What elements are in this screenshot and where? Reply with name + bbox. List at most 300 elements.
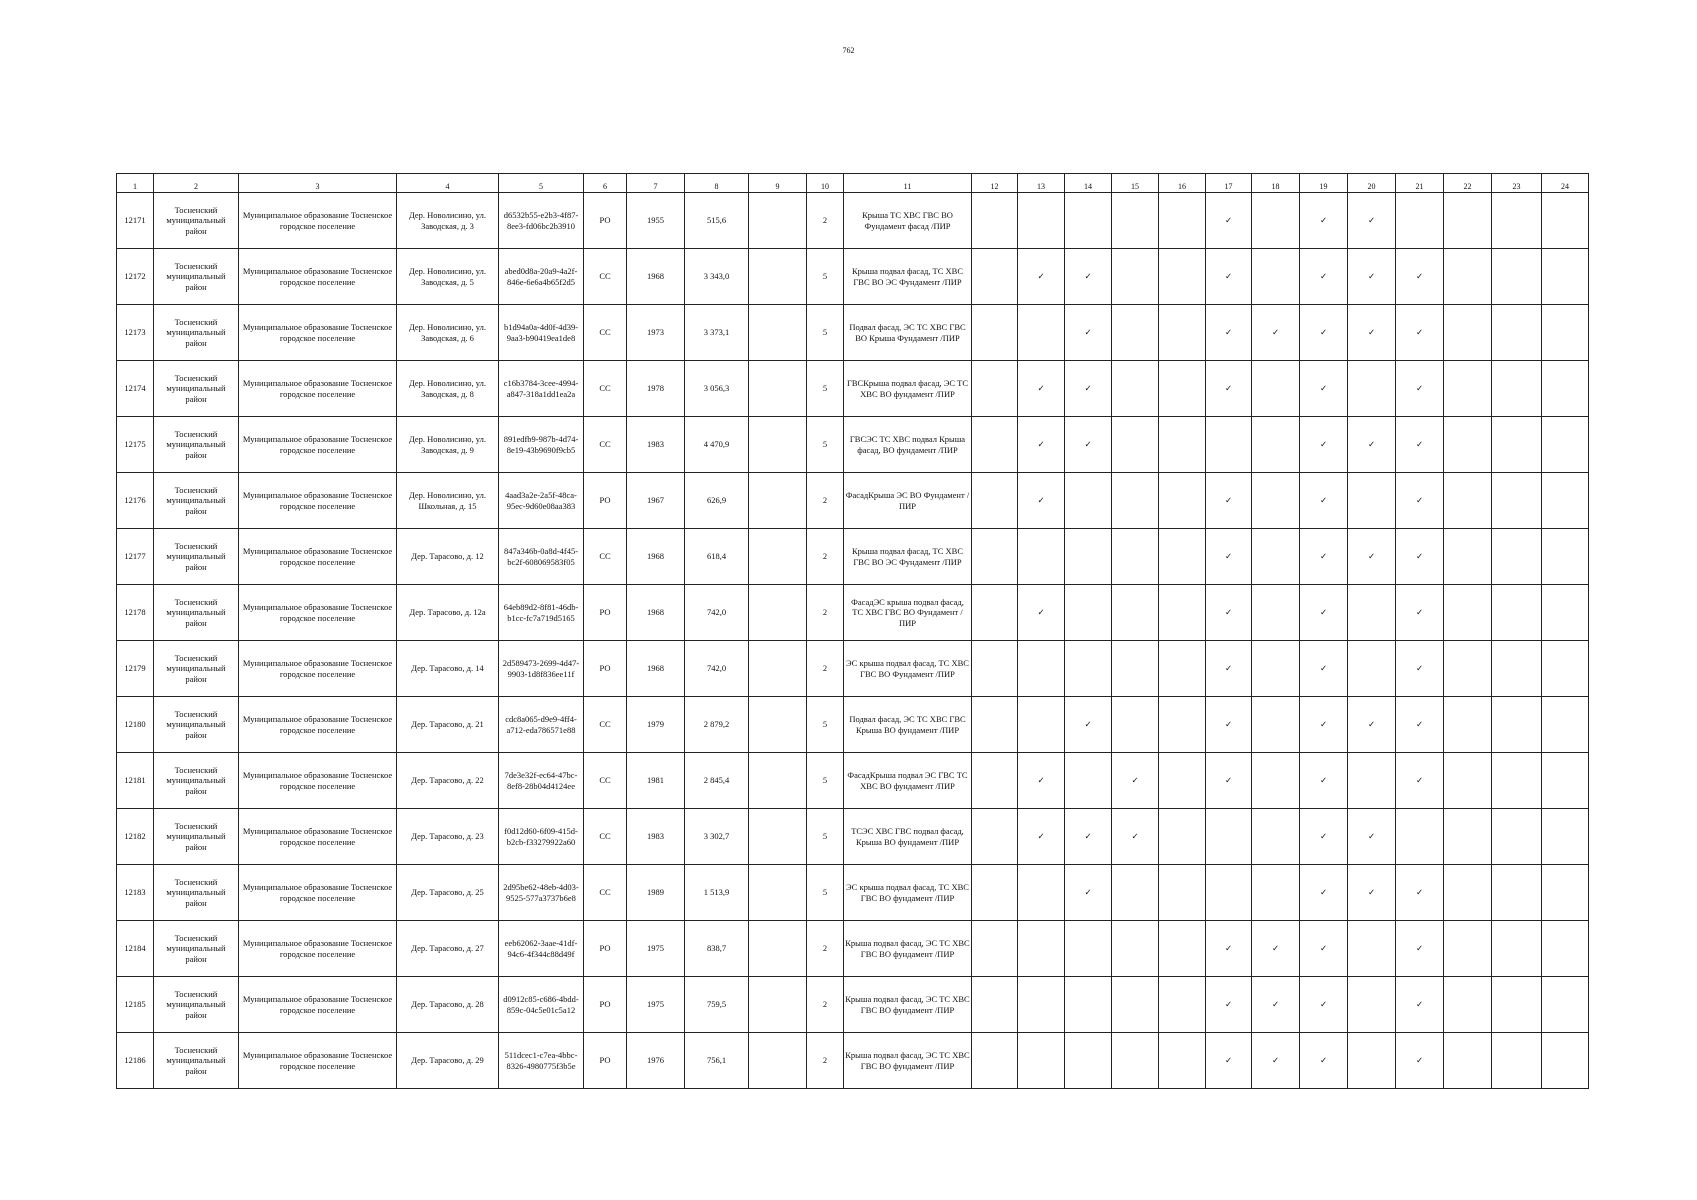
wall-material-cell: СС (584, 809, 627, 865)
empty-cell (1492, 921, 1542, 977)
column-header: 5 (499, 174, 584, 193)
build-year-cell: 1981 (627, 753, 685, 809)
works-list-cell: Крыша подвал фасад, ЭС ТС ХВС ГВС ВО фундамент /ПИР (844, 921, 972, 977)
municipality-cell: Муниципальное образование Тосненское городское поселение (239, 193, 397, 249)
empty-cell (749, 361, 807, 417)
empty-cell (1159, 865, 1206, 921)
empty-cell (1542, 249, 1589, 305)
empty-cell (1492, 305, 1542, 361)
column-header: 17 (1206, 174, 1252, 193)
floors-cell: 2 (807, 1033, 844, 1089)
empty-cell (1252, 361, 1300, 417)
empty-cell (1252, 809, 1300, 865)
empty-cell (1018, 977, 1065, 1033)
check-mark-icon: ✓ (1300, 361, 1348, 417)
check-mark-icon: ✓ (1018, 417, 1065, 473)
empty-cell (1112, 361, 1159, 417)
area-cell: 626,9 (685, 473, 749, 529)
empty-cell (1159, 1033, 1206, 1089)
works-list-cell: ФасадКрыша подвал ЭС ГВС ТС ХВС ВО фундамент /ПИР (844, 753, 972, 809)
empty-cell (1492, 361, 1542, 417)
floors-cell: 2 (807, 193, 844, 249)
empty-cell (1112, 977, 1159, 1033)
empty-cell (972, 361, 1018, 417)
check-mark-icon: ✓ (1018, 809, 1065, 865)
district-cell: Тосненский муниципальный район (154, 977, 239, 1033)
empty-cell (1492, 641, 1542, 697)
wall-material-cell: СС (584, 865, 627, 921)
area-cell: 3 373,1 (685, 305, 749, 361)
floors-cell: 5 (807, 865, 844, 921)
row-number-cell: 12173 (117, 305, 154, 361)
row-number-cell: 12186 (117, 1033, 154, 1089)
empty-cell (1112, 305, 1159, 361)
column-header: 12 (972, 174, 1018, 193)
district-cell: Тосненский муниципальный район (154, 921, 239, 977)
district-cell: Тосненский муниципальный район (154, 417, 239, 473)
build-year-cell: 1975 (627, 977, 685, 1033)
floors-cell: 5 (807, 249, 844, 305)
empty-cell (972, 1033, 1018, 1089)
check-mark-icon: ✓ (1348, 193, 1396, 249)
empty-cell (1542, 697, 1589, 753)
check-mark-icon: ✓ (1206, 641, 1252, 697)
empty-cell (1348, 921, 1396, 977)
works-list-cell: ЭС крыша подвал фасад, ТС ХВС ГВС ВО Фундамент /ПИР (844, 641, 972, 697)
empty-cell (1492, 529, 1542, 585)
floors-cell: 2 (807, 977, 844, 1033)
column-header: 1 (117, 174, 154, 193)
check-mark-icon: ✓ (1018, 473, 1065, 529)
wall-material-cell: РО (584, 193, 627, 249)
empty-cell (1348, 1033, 1396, 1089)
page-number: 762 (842, 46, 855, 55)
works-list-cell: Крыша подвал фасад, ЭС ТС ХВС ГВС ВО фундамент /ПИР (844, 977, 972, 1033)
empty-cell (749, 305, 807, 361)
table-row (117, 249, 1589, 305)
check-mark-icon: ✓ (1018, 753, 1065, 809)
row-number-cell: 12181 (117, 753, 154, 809)
column-header: 21 (1396, 174, 1444, 193)
empty-cell (1444, 977, 1492, 1033)
wall-material-cell: СС (584, 417, 627, 473)
address-cell: Дер. Новолисино, ул. Заводская, д. 3 (397, 193, 499, 249)
building-guid-cell: d6532b55-e2b3-4f87-8ee3-fd06bc2b3910 (499, 193, 584, 249)
column-header: 15 (1112, 174, 1159, 193)
check-mark-icon: ✓ (1206, 361, 1252, 417)
build-year-cell: 1989 (627, 865, 685, 921)
check-mark-icon: ✓ (1065, 697, 1112, 753)
column-header: 6 (584, 174, 627, 193)
check-mark-icon: ✓ (1300, 249, 1348, 305)
empty-cell (1542, 753, 1589, 809)
empty-cell (1348, 473, 1396, 529)
check-mark-icon: ✓ (1206, 921, 1252, 977)
empty-cell (1159, 361, 1206, 417)
empty-cell (972, 977, 1018, 1033)
municipality-cell: Муниципальное образование Тосненское городское поселение (239, 921, 397, 977)
empty-cell (1444, 249, 1492, 305)
check-mark-icon: ✓ (1348, 697, 1396, 753)
municipality-cell: Муниципальное образование Тосненское городское поселение (239, 697, 397, 753)
column-header: 4 (397, 174, 499, 193)
building-guid-cell: 2d95be62-48eb-4d03-9525-577a3737b6e8 (499, 865, 584, 921)
address-cell: Дер. Тарасово, д. 21 (397, 697, 499, 753)
check-mark-icon: ✓ (1300, 977, 1348, 1033)
empty-cell (1159, 977, 1206, 1033)
municipality-cell: Муниципальное образование Тосненское городское поселение (239, 249, 397, 305)
building-guid-cell: abed0d8a-20a9-4a2f-846e-6e6a4b65f2d5 (499, 249, 584, 305)
empty-cell (1492, 865, 1542, 921)
check-mark-icon: ✓ (1300, 641, 1348, 697)
area-cell: 756,1 (685, 1033, 749, 1089)
address-cell: Дер. Новолисино, ул. Школьная, д. 15 (397, 473, 499, 529)
empty-cell (749, 473, 807, 529)
works-list-cell: Крыша подвал фасад, ТС ХВС ГВС ВО ЭС Фундамент /ПИР (844, 249, 972, 305)
empty-cell (972, 753, 1018, 809)
build-year-cell: 1968 (627, 585, 685, 641)
works-list-cell: Крыша подвал фасад, ЭС ТС ХВС ГВС ВО фундамент /ПИР (844, 1033, 972, 1089)
empty-cell (972, 193, 1018, 249)
address-cell: Дер. Новолисино, ул. Заводская, д. 9 (397, 417, 499, 473)
municipality-cell: Муниципальное образование Тосненское городское поселение (239, 977, 397, 1033)
address-cell: Дер. Новолисино, ул. Заводская, д. 6 (397, 305, 499, 361)
works-list-cell: Подвал фасад, ЭС ТС ХВС ГВС Крыша ВО фундамент /ПИР (844, 697, 972, 753)
empty-cell (749, 1033, 807, 1089)
building-guid-cell: d0912c85-c686-4bdd-859c-04c5e01c5a12 (499, 977, 584, 1033)
empty-cell (1492, 249, 1542, 305)
check-mark-icon: ✓ (1300, 921, 1348, 977)
municipality-cell: Муниципальное образование Тосненское городское поселение (239, 641, 397, 697)
column-header: 11 (844, 174, 972, 193)
check-mark-icon: ✓ (1065, 305, 1112, 361)
empty-cell (1112, 473, 1159, 529)
build-year-cell: 1979 (627, 697, 685, 753)
row-number-cell: 12172 (117, 249, 154, 305)
empty-cell (1542, 809, 1589, 865)
empty-cell (1542, 1033, 1589, 1089)
empty-cell (749, 585, 807, 641)
area-cell: 515,6 (685, 193, 749, 249)
district-cell: Тосненский муниципальный район (154, 473, 239, 529)
check-mark-icon: ✓ (1018, 585, 1065, 641)
empty-cell (972, 473, 1018, 529)
floors-cell: 5 (807, 361, 844, 417)
empty-cell (1348, 977, 1396, 1033)
check-mark-icon: ✓ (1396, 921, 1444, 977)
check-mark-icon: ✓ (1300, 417, 1348, 473)
area-cell: 2 845,4 (685, 753, 749, 809)
wall-material-cell: РО (584, 977, 627, 1033)
municipality-cell: Муниципальное образование Тосненское городское поселение (239, 473, 397, 529)
area-cell: 3 302,7 (685, 809, 749, 865)
empty-cell (1252, 753, 1300, 809)
empty-cell (1444, 641, 1492, 697)
check-mark-icon: ✓ (1206, 473, 1252, 529)
empty-cell (972, 305, 1018, 361)
address-cell: Дер. Тарасово, д. 22 (397, 753, 499, 809)
empty-cell (1065, 921, 1112, 977)
municipality-cell: Муниципальное образование Тосненское городское поселение (239, 417, 397, 473)
empty-cell (1206, 809, 1252, 865)
check-mark-icon: ✓ (1300, 529, 1348, 585)
row-number-cell: 12177 (117, 529, 154, 585)
empty-cell (1542, 473, 1589, 529)
building-guid-cell: cdc8a065-d9e9-4ff4-a712-eda786571e88 (499, 697, 584, 753)
wall-material-cell: РО (584, 641, 627, 697)
column-header: 7 (627, 174, 685, 193)
table-row (117, 753, 1589, 809)
row-number-cell: 12182 (117, 809, 154, 865)
building-guid-cell: c16b3784-3cee-4994-a847-318a1dd1ea2a (499, 361, 584, 417)
floors-cell: 2 (807, 585, 844, 641)
area-cell: 838,7 (685, 921, 749, 977)
column-header: 20 (1348, 174, 1396, 193)
municipality-cell: Муниципальное образование Тосненское городское поселение (239, 585, 397, 641)
municipality-cell: Муниципальное образование Тосненское городское поселение (239, 1033, 397, 1089)
check-mark-icon: ✓ (1396, 585, 1444, 641)
empty-cell (1348, 361, 1396, 417)
check-mark-icon: ✓ (1396, 529, 1444, 585)
area-cell: 742,0 (685, 585, 749, 641)
wall-material-cell: РО (584, 1033, 627, 1089)
empty-cell (972, 417, 1018, 473)
empty-cell (1252, 193, 1300, 249)
empty-cell (1065, 473, 1112, 529)
empty-cell (1018, 641, 1065, 697)
check-mark-icon: ✓ (1396, 697, 1444, 753)
empty-cell (1444, 697, 1492, 753)
row-number-cell: 12183 (117, 865, 154, 921)
floors-cell: 2 (807, 641, 844, 697)
build-year-cell: 1983 (627, 809, 685, 865)
empty-cell (1018, 697, 1065, 753)
works-list-cell: Подвал фасад, ЭС ТС ХВС ГВС ВО Крыша Фундамент /ПИР (844, 305, 972, 361)
check-mark-icon: ✓ (1252, 977, 1300, 1033)
check-mark-icon: ✓ (1252, 1033, 1300, 1089)
check-mark-icon: ✓ (1348, 417, 1396, 473)
wall-material-cell: РО (584, 921, 627, 977)
works-list-cell: ФасадЭС крыша подвал фасад, ТС ХВС ГВС ВО Фундамент /ПИР (844, 585, 972, 641)
area-cell: 3 056,3 (685, 361, 749, 417)
check-mark-icon: ✓ (1396, 305, 1444, 361)
municipality-cell: Муниципальное образование Тосненское городское поселение (239, 809, 397, 865)
district-cell: Тосненский муниципальный район (154, 809, 239, 865)
housing-registry-table (116, 173, 1589, 1089)
empty-cell (1065, 1033, 1112, 1089)
table-row (117, 305, 1589, 361)
area-cell: 1 513,9 (685, 865, 749, 921)
empty-cell (1542, 193, 1589, 249)
empty-cell (972, 529, 1018, 585)
empty-cell (1444, 921, 1492, 977)
table-row (117, 697, 1589, 753)
column-header: 14 (1065, 174, 1112, 193)
wall-material-cell: РО (584, 473, 627, 529)
check-mark-icon: ✓ (1206, 529, 1252, 585)
empty-cell (1396, 193, 1444, 249)
header-row (117, 174, 1589, 193)
empty-cell (749, 249, 807, 305)
check-mark-icon: ✓ (1252, 305, 1300, 361)
empty-cell (1542, 865, 1589, 921)
empty-cell (1018, 193, 1065, 249)
empty-cell (1444, 361, 1492, 417)
empty-cell (1159, 641, 1206, 697)
empty-cell (1065, 641, 1112, 697)
empty-cell (1159, 753, 1206, 809)
empty-cell (972, 697, 1018, 753)
check-mark-icon: ✓ (1348, 305, 1396, 361)
empty-cell (749, 921, 807, 977)
table-row (117, 865, 1589, 921)
row-number-cell: 12184 (117, 921, 154, 977)
column-header: 13 (1018, 174, 1065, 193)
empty-cell (1492, 697, 1542, 753)
municipality-cell: Муниципальное образование Тосненское городское поселение (239, 529, 397, 585)
empty-cell (1492, 585, 1542, 641)
empty-cell (1492, 809, 1542, 865)
empty-cell (1252, 249, 1300, 305)
floors-cell: 5 (807, 753, 844, 809)
works-list-cell: ТСЭС ХВС ГВС подвал фасад, Крыша ВО фундамент /ПИР (844, 809, 972, 865)
check-mark-icon: ✓ (1252, 921, 1300, 977)
column-header: 2 (154, 174, 239, 193)
check-mark-icon: ✓ (1300, 305, 1348, 361)
table-row (117, 921, 1589, 977)
floors-cell: 2 (807, 473, 844, 529)
empty-cell (1252, 697, 1300, 753)
row-number-cell: 12176 (117, 473, 154, 529)
table-row (117, 977, 1589, 1033)
column-header: 19 (1300, 174, 1348, 193)
municipality-cell: Муниципальное образование Тосненское городское поселение (239, 361, 397, 417)
district-cell: Тосненский муниципальный район (154, 753, 239, 809)
empty-cell (1159, 417, 1206, 473)
table-row (117, 809, 1589, 865)
table-row (117, 361, 1589, 417)
table-row (117, 641, 1589, 697)
address-cell: Дер. Тарасово, д. 28 (397, 977, 499, 1033)
check-mark-icon: ✓ (1348, 249, 1396, 305)
check-mark-icon: ✓ (1396, 417, 1444, 473)
area-cell: 4 470,9 (685, 417, 749, 473)
check-mark-icon: ✓ (1065, 809, 1112, 865)
empty-cell (1492, 977, 1542, 1033)
municipality-cell: Муниципальное образование Тосненское городское поселение (239, 305, 397, 361)
municipality-cell: Муниципальное образование Тосненское городское поселение (239, 753, 397, 809)
empty-cell (972, 585, 1018, 641)
building-guid-cell: 2d589473-2699-4d47-9903-1d8f836ee11f (499, 641, 584, 697)
empty-cell (749, 641, 807, 697)
building-guid-cell: 891edfb9-987b-4d74-8e19-43b9690f9cb5 (499, 417, 584, 473)
empty-cell (1252, 641, 1300, 697)
check-mark-icon: ✓ (1206, 753, 1252, 809)
build-year-cell: 1955 (627, 193, 685, 249)
empty-cell (1542, 585, 1589, 641)
area-cell: 742,0 (685, 641, 749, 697)
column-header: 3 (239, 174, 397, 193)
floors-cell: 5 (807, 809, 844, 865)
empty-cell (1252, 585, 1300, 641)
address-cell: Дер. Новолисино, ул. Заводская, д. 8 (397, 361, 499, 417)
check-mark-icon: ✓ (1065, 417, 1112, 473)
empty-cell (1112, 865, 1159, 921)
build-year-cell: 1967 (627, 473, 685, 529)
building-guid-cell: 7de3e32f-ec64-47bc-8ef8-28b04d4124ee (499, 753, 584, 809)
wall-material-cell: СС (584, 529, 627, 585)
empty-cell (1159, 249, 1206, 305)
check-mark-icon: ✓ (1396, 977, 1444, 1033)
floors-cell: 5 (807, 305, 844, 361)
floors-cell: 2 (807, 529, 844, 585)
empty-cell (1159, 305, 1206, 361)
empty-cell (972, 641, 1018, 697)
municipality-cell: Муниципальное образование Тосненское городское поселение (239, 865, 397, 921)
wall-material-cell: СС (584, 753, 627, 809)
wall-material-cell: СС (584, 305, 627, 361)
empty-cell (1542, 529, 1589, 585)
empty-cell (1018, 921, 1065, 977)
works-list-cell: ГВСКрыша подвал фасад, ЭС ТС ХВС ВО фундамент /ПИР (844, 361, 972, 417)
empty-cell (1159, 529, 1206, 585)
row-number-cell: 12174 (117, 361, 154, 417)
empty-cell (1112, 249, 1159, 305)
empty-cell (972, 865, 1018, 921)
empty-cell (1112, 641, 1159, 697)
column-header: 9 (749, 174, 807, 193)
check-mark-icon: ✓ (1300, 809, 1348, 865)
wall-material-cell: СС (584, 697, 627, 753)
empty-cell (1159, 809, 1206, 865)
works-list-cell: Крыша подвал фасад, ТС ХВС ГВС ВО ЭС Фундамент /ПИР (844, 529, 972, 585)
empty-cell (1112, 193, 1159, 249)
check-mark-icon: ✓ (1396, 249, 1444, 305)
empty-cell (1348, 753, 1396, 809)
empty-cell (749, 865, 807, 921)
address-cell: Дер. Тарасово, д. 23 (397, 809, 499, 865)
empty-cell (1065, 753, 1112, 809)
address-cell: Дер. Тарасово, д. 12а (397, 585, 499, 641)
address-cell: Дер. Тарасово, д. 12 (397, 529, 499, 585)
check-mark-icon: ✓ (1300, 1033, 1348, 1089)
empty-cell (1252, 865, 1300, 921)
build-year-cell: 1975 (627, 921, 685, 977)
address-cell: Дер. Тарасово, д. 27 (397, 921, 499, 977)
district-cell: Тосненский муниципальный район (154, 529, 239, 585)
wall-material-cell: СС (584, 249, 627, 305)
check-mark-icon: ✓ (1112, 809, 1159, 865)
build-year-cell: 1978 (627, 361, 685, 417)
check-mark-icon: ✓ (1396, 865, 1444, 921)
district-cell: Тосненский муниципальный район (154, 361, 239, 417)
check-mark-icon: ✓ (1348, 529, 1396, 585)
table-row (117, 473, 1589, 529)
empty-cell (1492, 417, 1542, 473)
check-mark-icon: ✓ (1206, 193, 1252, 249)
empty-cell (1065, 193, 1112, 249)
empty-cell (1492, 473, 1542, 529)
empty-cell (749, 753, 807, 809)
empty-cell (1542, 305, 1589, 361)
check-mark-icon: ✓ (1018, 249, 1065, 305)
build-year-cell: 1968 (627, 249, 685, 305)
district-cell: Тосненский муниципальный район (154, 1033, 239, 1089)
column-header: 22 (1444, 174, 1492, 193)
empty-cell (1159, 193, 1206, 249)
empty-cell (1252, 473, 1300, 529)
column-header: 18 (1252, 174, 1300, 193)
